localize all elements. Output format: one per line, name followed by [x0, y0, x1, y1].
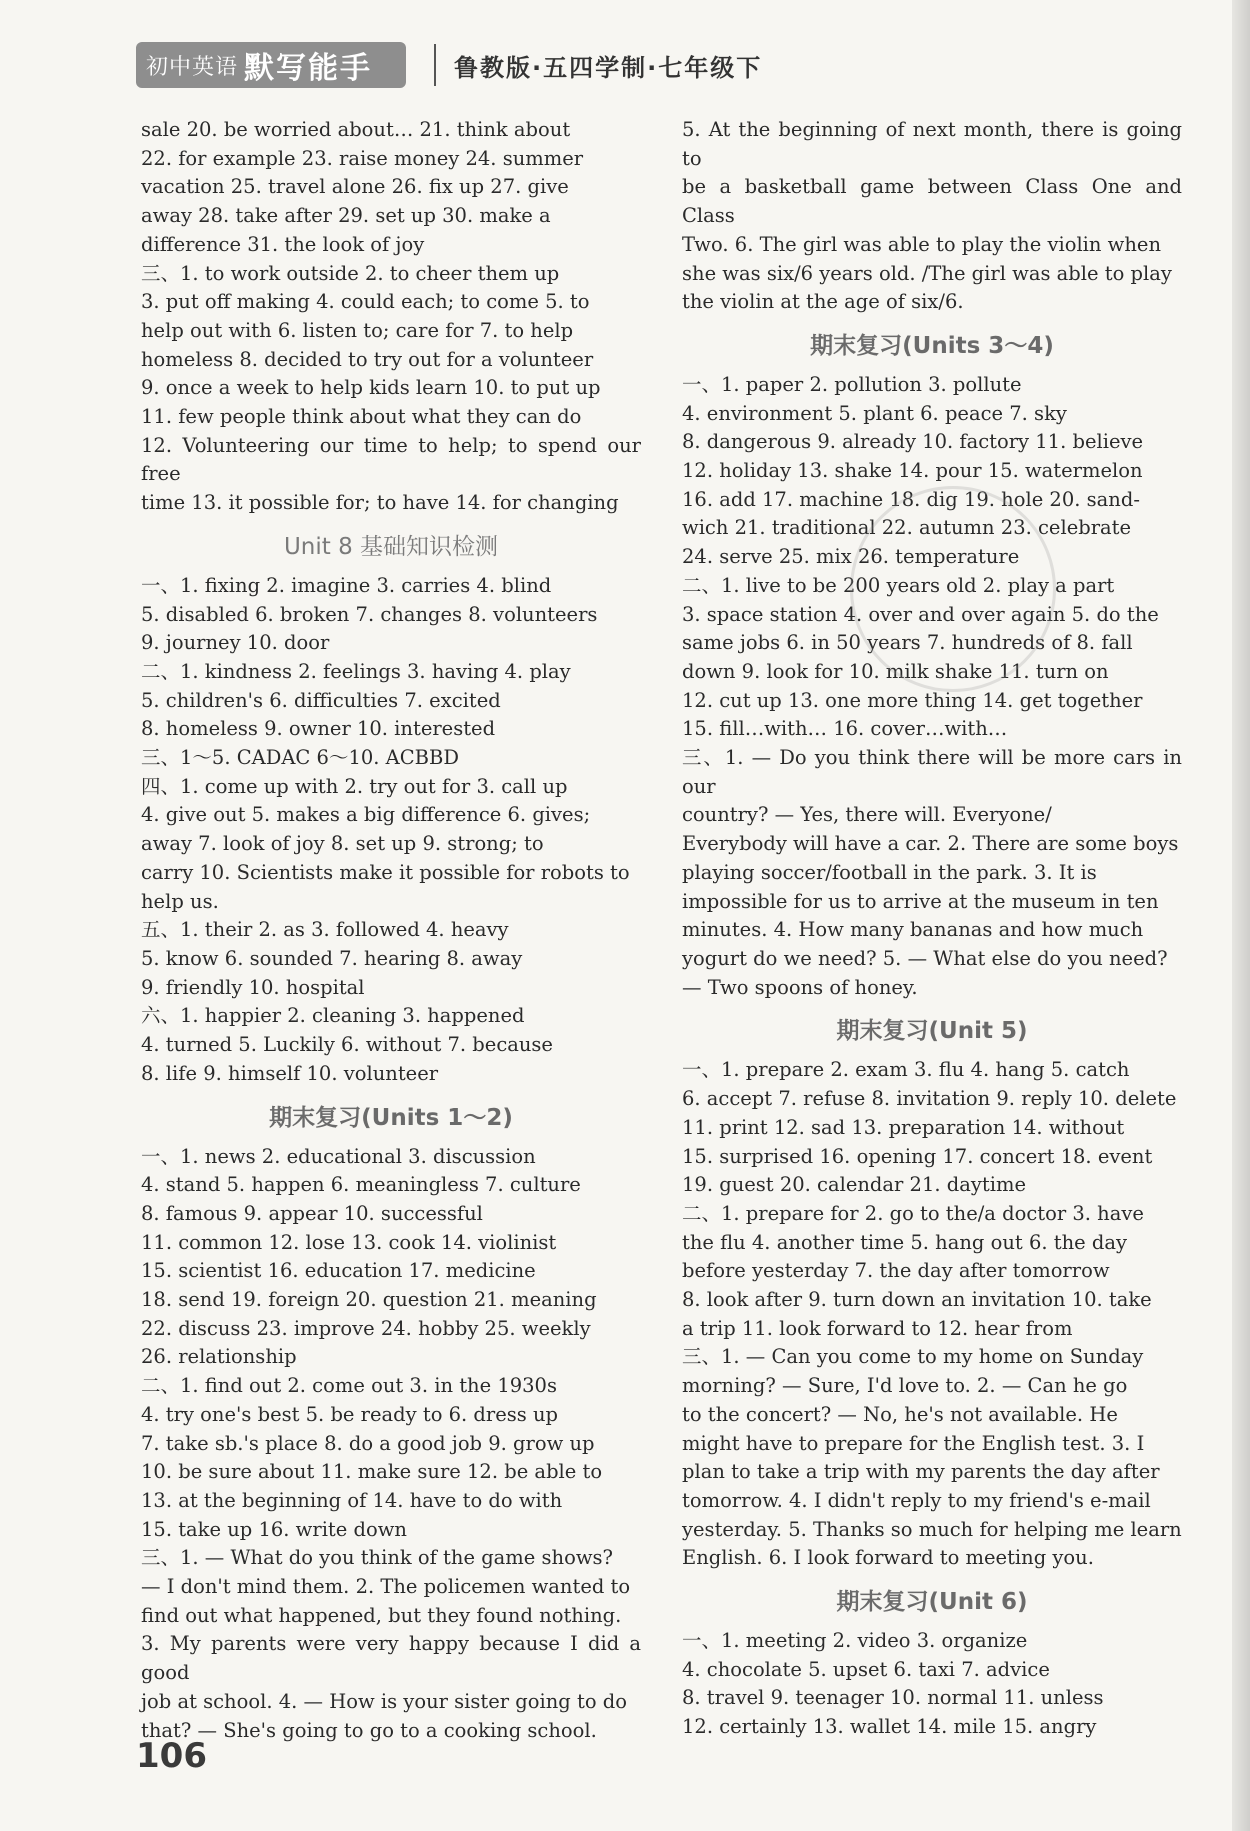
answer-line: 9. once a week to help kids learn 10. to put up — [141, 376, 601, 400]
section-title: 期末复习(Units 1～2) — [269, 1104, 513, 1131]
page-number: 106 — [136, 1736, 207, 1776]
answer-line: 二、1. kindness 2. feelings 3. having 4. play — [141, 659, 571, 683]
section-title: 期末复习(Units 3～4) — [810, 332, 1054, 359]
answer-line: difference 31. the look of joy — [141, 232, 425, 256]
answer-line: the violin at the age of six/6. — [682, 290, 964, 314]
answer-line: 6. accept 7. refuse 8. invitation 9. reply 10. delete — [682, 1087, 1177, 1111]
book-logo — [136, 42, 406, 88]
answer-line: 16. add 17. machine 18. dig 19. hole 20. sand- — [682, 487, 1140, 511]
answer-line: wich 21. traditional 22. autumn 23. celebrate — [682, 516, 1132, 540]
answer-line: 8. famous 9. appear 10. successful — [141, 1201, 483, 1225]
answer-line: 4. turned 5. Luckily 6. without 7. because — [141, 1033, 553, 1057]
answer-line: be a basketball game between Class One and Class — [682, 175, 1182, 228]
answer-line: 26. relationship — [141, 1345, 297, 1369]
answer-line: 15. surprised 16. opening 17. concert 18. event — [682, 1144, 1153, 1168]
answer-line: 11. few people think about what they can do — [141, 405, 582, 429]
answers-block — [682, 116, 1182, 317]
answer-line: that? — She's going to go to a cooking school. — [141, 1718, 597, 1742]
section-title: Unit 8 基础知识检测 — [283, 533, 499, 560]
header-divider — [434, 44, 436, 86]
answer-line: might have to prepare for the English test. 3. I — [682, 1431, 1145, 1455]
answer-line: before yesterday 7. the day after tomorrow — [682, 1259, 1110, 1283]
answer-line: 12. holiday 13. shake 14. pour 15. watermelon — [682, 459, 1143, 483]
answer-line: 12. Volunteering our time to help; to spend our free — [141, 433, 641, 486]
answer-line: 二、1. live to be 200 years old 2. play a part — [682, 573, 1115, 597]
answer-line: help out with 6. listen to; care for 7. to help — [141, 318, 574, 342]
answer-line: 五、1. their 2. as 3. followed 4. heavy — [141, 918, 509, 942]
answer-line: playing soccer/football in the park. 3. It is — [682, 860, 1097, 884]
answer-line: vacation 25. travel alone 26. fix up 27. give — [141, 175, 569, 199]
answer-line: plan to take a trip with my parents the day after — [682, 1460, 1160, 1484]
answer-line: 19. guest 20. calendar 21. daytime — [682, 1173, 1026, 1197]
answer-line: morning? — Sure, I'd love to. 2. — Can he go — [682, 1374, 1128, 1398]
answer-line: same jobs 6. in 50 years 7. hundreds of 8. fall — [682, 631, 1133, 655]
answer-line: homeless 8. decided to try out for a volunteer — [141, 347, 594, 371]
answers-block — [141, 116, 641, 518]
answer-line: 8. travel 9. teenager 10. normal 11. unless — [682, 1686, 1104, 1710]
answers-block — [141, 1143, 641, 1746]
answer-line: 8. life 9. himself 10. volunteer — [141, 1061, 439, 1085]
edition-label: 鲁教版·五四学制·七年级下 — [454, 54, 763, 82]
answer-line: she was six/6 years old. /The girl was able to play — [682, 261, 1172, 285]
answer-line: yesterday. 5. Thanks so much for helping me learn — [682, 1517, 1182, 1541]
answer-line: 4. chocolate 5. upset 6. taxi 7. advice — [682, 1657, 1050, 1681]
section-title: 期末复习(Unit 6) — [836, 1589, 1028, 1616]
answer-line: 三、1. to work outside 2. to cheer them up — [141, 261, 560, 285]
answer-line: 7. take sb.'s place 8. do a good job 9. grow up — [141, 1431, 595, 1455]
answer-line: 4. give out 5. makes a big difference 6. gives; — [141, 803, 591, 827]
answer-line: English. 6. I look forward to meeting you. — [682, 1546, 1094, 1570]
answer-line: 三、1～5. CADAC 6～10. ACBBD — [141, 746, 459, 770]
answer-line: impossible for us to arrive at the museum in ten — [682, 889, 1159, 913]
answer-line: 4. stand 5. happen 6. meaningless 7. culture — [141, 1173, 581, 1197]
answer-line: Everybody will have a car. 2. There are some boys — [682, 832, 1179, 856]
right-column — [682, 116, 1182, 1742]
section-title: 期末复习(Unit 5) — [836, 1018, 1028, 1045]
answers-block — [682, 1627, 1182, 1742]
answer-line: 12. certainly 13. wallet 14. mile 15. angry — [682, 1715, 1097, 1739]
answer-line: 5. children's 6. difficulties 7. excited — [141, 688, 501, 712]
answer-line: 15. take up 16. write down — [141, 1517, 407, 1541]
answer-line: 22. discuss 23. improve 24. hobby 25. weekly — [141, 1316, 591, 1340]
answer-line: a trip 11. look forward to 12. hear from — [682, 1316, 1073, 1340]
answers-block — [682, 371, 1182, 1002]
answer-line: 4. environment 5. plant 6. peace 7. sky — [682, 401, 1067, 425]
answer-line: 22. for example 23. raise money 24. summer — [141, 146, 584, 170]
answer-line: 11. print 12. sad 13. preparation 14. without — [682, 1115, 1125, 1139]
answer-line: country? — Yes, there will. Everyone/ — [682, 803, 1052, 827]
answer-line: 9. journey 10. door — [141, 631, 330, 655]
answer-line: 8. look after 9. turn down an invitation 10. take — [682, 1288, 1152, 1312]
answer-line: 六、1. happier 2. cleaning 3. happened — [141, 1004, 525, 1028]
answer-line: 10. be sure about 11. make sure 12. be able to — [141, 1460, 603, 1484]
answer-line: 3. My parents were very happy because I did a good — [141, 1632, 641, 1685]
answer-line: 一、1. news 2. educational 3. discussion — [141, 1144, 536, 1168]
answer-line: 二、1. find out 2. come out 3. in the 1930s — [141, 1374, 557, 1398]
answer-line: minutes. 4. How many bananas and how much — [682, 918, 1144, 942]
answer-line: 三、1. — Can you come to my home on Sunday — [682, 1345, 1144, 1369]
answer-line: 二、1. prepare for 2. go to the/a doctor 3. have — [682, 1201, 1144, 1225]
left-column — [141, 116, 641, 1745]
answer-line: 5. At the beginning of next month, there is going to — [682, 118, 1182, 170]
answer-line: down 9. look for 10. milk shake 11. turn on — [682, 659, 1109, 683]
answer-line: 24. serve 25. mix 26. temperature — [682, 545, 1020, 569]
page-header — [136, 40, 1136, 92]
answer-line: the flu 4. another time 5. hang out 6. the day — [682, 1230, 1128, 1254]
answer-line: 三、1. — Do you think there will be more cars in our — [682, 746, 1182, 798]
answer-line: sale 20. be worried about… 21. think about — [141, 118, 571, 141]
page-edge-shadow — [1232, 0, 1250, 1831]
answer-line: carry 10. Scientists make it possible for robots to — [141, 860, 630, 884]
answer-line: 三、1. — What do you think of the game shows? — [141, 1546, 613, 1570]
logo-strong-text: 默写能手 — [244, 51, 373, 86]
answer-line: time 13. it possible for; to have 14. for changing — [141, 491, 619, 515]
answer-line: 9. friendly 10. hospital — [141, 975, 365, 999]
answer-line: — I don't mind them. 2. The policemen wanted to — [141, 1575, 631, 1599]
answers-block — [682, 1056, 1182, 1573]
answer-line: — Two spoons of honey. — [682, 975, 918, 999]
answer-line: away 28. take after 29. set up 30. make a — [141, 204, 551, 228]
answer-line: yogurt do we need? 5. — What else do you need? — [682, 946, 1168, 970]
answer-line: 12. cut up 13. one more thing 14. get together — [682, 688, 1143, 712]
answer-line: 3. put off making 4. could each; to come 5. to — [141, 290, 590, 314]
answer-line: 8. dangerous 9. already 10. factory 11. believe — [682, 430, 1144, 454]
answer-line: 15. scientist 16. education 17. medicine — [141, 1259, 536, 1283]
answer-line: 4. try one's best 5. be ready to 6. dress up — [141, 1402, 559, 1426]
answer-line: 一、1. paper 2. pollution 3. pollute — [682, 372, 1022, 396]
answer-line: 15. fill…with… 16. cover…with… — [682, 717, 1008, 741]
answer-line: 8. homeless 9. owner 10. interested — [141, 717, 496, 741]
answer-line: 四、1. come up with 2. try out for 3. call up — [141, 774, 568, 798]
answer-line: 3. space station 4. over and over again 5. do the — [682, 602, 1159, 626]
answer-line: away 7. look of joy 8. set up 9. strong; to — [141, 832, 544, 856]
answer-line: tomorrow. 4. I didn't reply to my friend's e-mail — [682, 1488, 1151, 1512]
answer-line: 5. disabled 6. broken 7. changes 8. volunteers — [141, 602, 598, 626]
answer-line: 一、1. prepare 2. exam 3. flu 4. hang 5. catch — [682, 1058, 1130, 1082]
answer-line: 13. at the beginning of 14. have to do with — [141, 1488, 563, 1512]
answer-line: Two. 6. The girl was able to play the violin when — [682, 232, 1162, 256]
logo-main-text: 初中英语 — [146, 54, 239, 80]
answer-line: 一、1. fixing 2. imagine 3. carries 4. blind — [141, 573, 552, 597]
answer-line: job at school. 4. — How is your sister going to do — [141, 1689, 627, 1713]
answer-line: 5. know 6. sounded 7. hearing 8. away — [141, 946, 523, 970]
answers-block — [141, 572, 641, 1089]
answer-line: 11. common 12. lose 13. cook 14. violinist — [141, 1230, 557, 1254]
answer-line: find out what happened, but they found nothing. — [141, 1603, 622, 1627]
answer-line: to the concert? — No, he's not available. He — [682, 1402, 1118, 1426]
answer-line: help us. — [141, 889, 219, 913]
answer-line: 18. send 19. foreign 20. question 21. meaning — [141, 1288, 597, 1312]
answer-line: 一、1. meeting 2. video 3. organize — [682, 1629, 1028, 1653]
